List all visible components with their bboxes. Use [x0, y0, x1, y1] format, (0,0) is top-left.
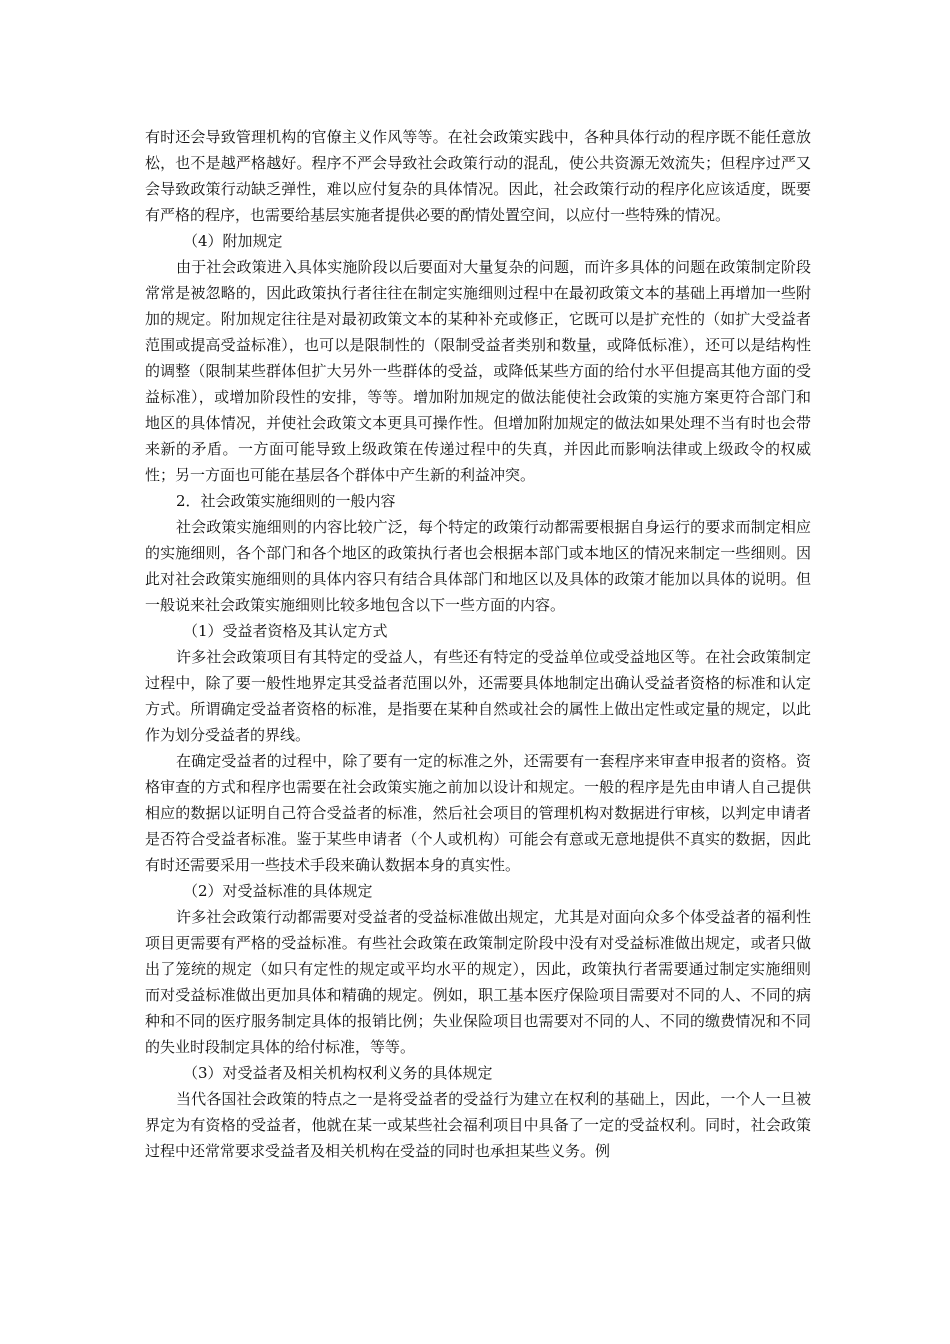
subheading-benefit-standards: （2）对受益标准的具体规定: [183, 882, 373, 900]
document-page: [145, 124, 811, 1164]
subheading-beneficiary-eligibility: （1）受益者资格及其认定方式: [183, 622, 388, 640]
paragraph-rights-obligations: 当代各国社会政策的特点之一是将受益者的受益行为建立在权利的基础上，因此，一个人一旦被界定为有资格的受益者，他就在某一或某些社会福利项目中具备了一定的受益权利。同时，社会政策过程中还常常要求受益者及相关机构在受益的同时也承担某些义务。例: [145, 1090, 811, 1160]
subheading-rights-obligations: （3）对受益者及相关机构权利义务的具体规定: [183, 1064, 493, 1082]
paragraph-additional-rules: 由于社会政策进入具体实施阶段以后要面对大量复杂的问题，而许多具体的问题在政策制定阶段常常是被忽略的，因此政策执行者往往在制定实施细则过程中在最初政策文本的基础上再增加一些附加的规定。附加规定往往是对最初政策文本的某种补充或修正，它既可以是扩充性的（如扩大受益者范围或提高受益标准），也可以是限制性的（限制受益者类别和数量，或降低标准），还可以是结构性的调整（限制某些群体但扩大另外一些群体的受益，或降低某些方面的给付水平但提高其他方面的受益标准），或增加阶段性的安排，等等。增加附加规定的做法能使社会政策的实施方案更符合部门和地区的具体情况，并使社会政策文本更具可操作性。但增加附加规定的做法如果处理不当有时也会带来新的矛盾。一方面可能导致上级政策在传递过程中的失真，并因此而影响法律或上级政令的权威性；另一方面也可能在基层各个群体中产生新的利益冲突。: [145, 258, 811, 484]
heading-general-content: 2．社会政策实施细则的一般内容: [176, 492, 396, 510]
paragraph-eligibility-review: 在确定受益者的过程中，除了要有一定的标准之外，还需要有一套程序来审查申报者的资格。资格审查的方式和程序也需要在社会政策实施之前加以设计和规定。一般的程序是先由申请人自己提供相应的数据以证明自己符合受益者的标准，然后社会项目的管理机构对数据进行审核，以判定申请者是否符合受益者标准。鉴于某些申请者（个人或机构）可能会有意或无意地提供不真实的数据，因此有时还需要采用一些技术手段来确认数据本身的真实性。: [145, 752, 811, 874]
subheading-additional-rules: （4）附加规定: [183, 232, 283, 250]
paragraph-general-content: 社会政策实施细则的内容比较广泛，每个特定的政策行动都需要根据自身运行的要求而制定相应的实施细则，各个部门和各个地区的政策执行者也会根据本部门或本地区的情况来制定一些细则。因此对社会政策实施细则的具体内容只有结合具体部门和地区以及具体的政策才能加以具体的说明。但一般说来社会政策实施细则比较多地包含以下一些方面的内容。: [145, 518, 811, 614]
paragraph-procedure-moderation: 有时还会导致管理机构的官僚主义作风等等。在社会政策实践中，各种具体行动的程序既不能任意放松，也不是越严格越好。程序不严会导致社会政策行动的混乱，使公共资源无效流失；但程序过严又会导致政策行动缺乏弹性，难以应付复杂的具体情况。因此，社会政策行动的程序化应该适度，既要有严格的程序，也需要给基层实施者提供必要的酌情处置空间，以应付一些特殊的情况。: [145, 128, 811, 224]
paragraph-benefit-standards: 许多社会政策行动都需要对受益者的受益标准做出规定，尤其是对面向众多个体受益者的福利性项目更需要有严格的受益标准。有些社会政策在政策制定阶段中没有对受益标准做出规定，或者只做出了笼统的规定（如只有定性的规定或平均水平的规定），因此，政策执行者需要通过制定实施细则而对受益标准做出更加具体和精确的规定。例如，职工基本医疗保险项目需要对不同的人、不同的病种和不同的医疗服务制定具体的报销比例；失业保险项目也需要对不同的人、不同的缴费情况和不同的失业时段制定具体的给付标准，等等。: [145, 908, 811, 1056]
paragraph-beneficiary-eligibility: 许多社会政策项目有其特定的受益人，有些还有特定的受益单位或受益地区等。在社会政策制定过程中，除了要一般性地界定其受益者范围以外，还需要具体地制定出确认受益者资格的标准和认定方式。所谓确定受益者资格的标准，是指要在某种自然或社会的属性上做出定性或定量的规定，以此作为划分受益者的界线。: [145, 648, 811, 744]
